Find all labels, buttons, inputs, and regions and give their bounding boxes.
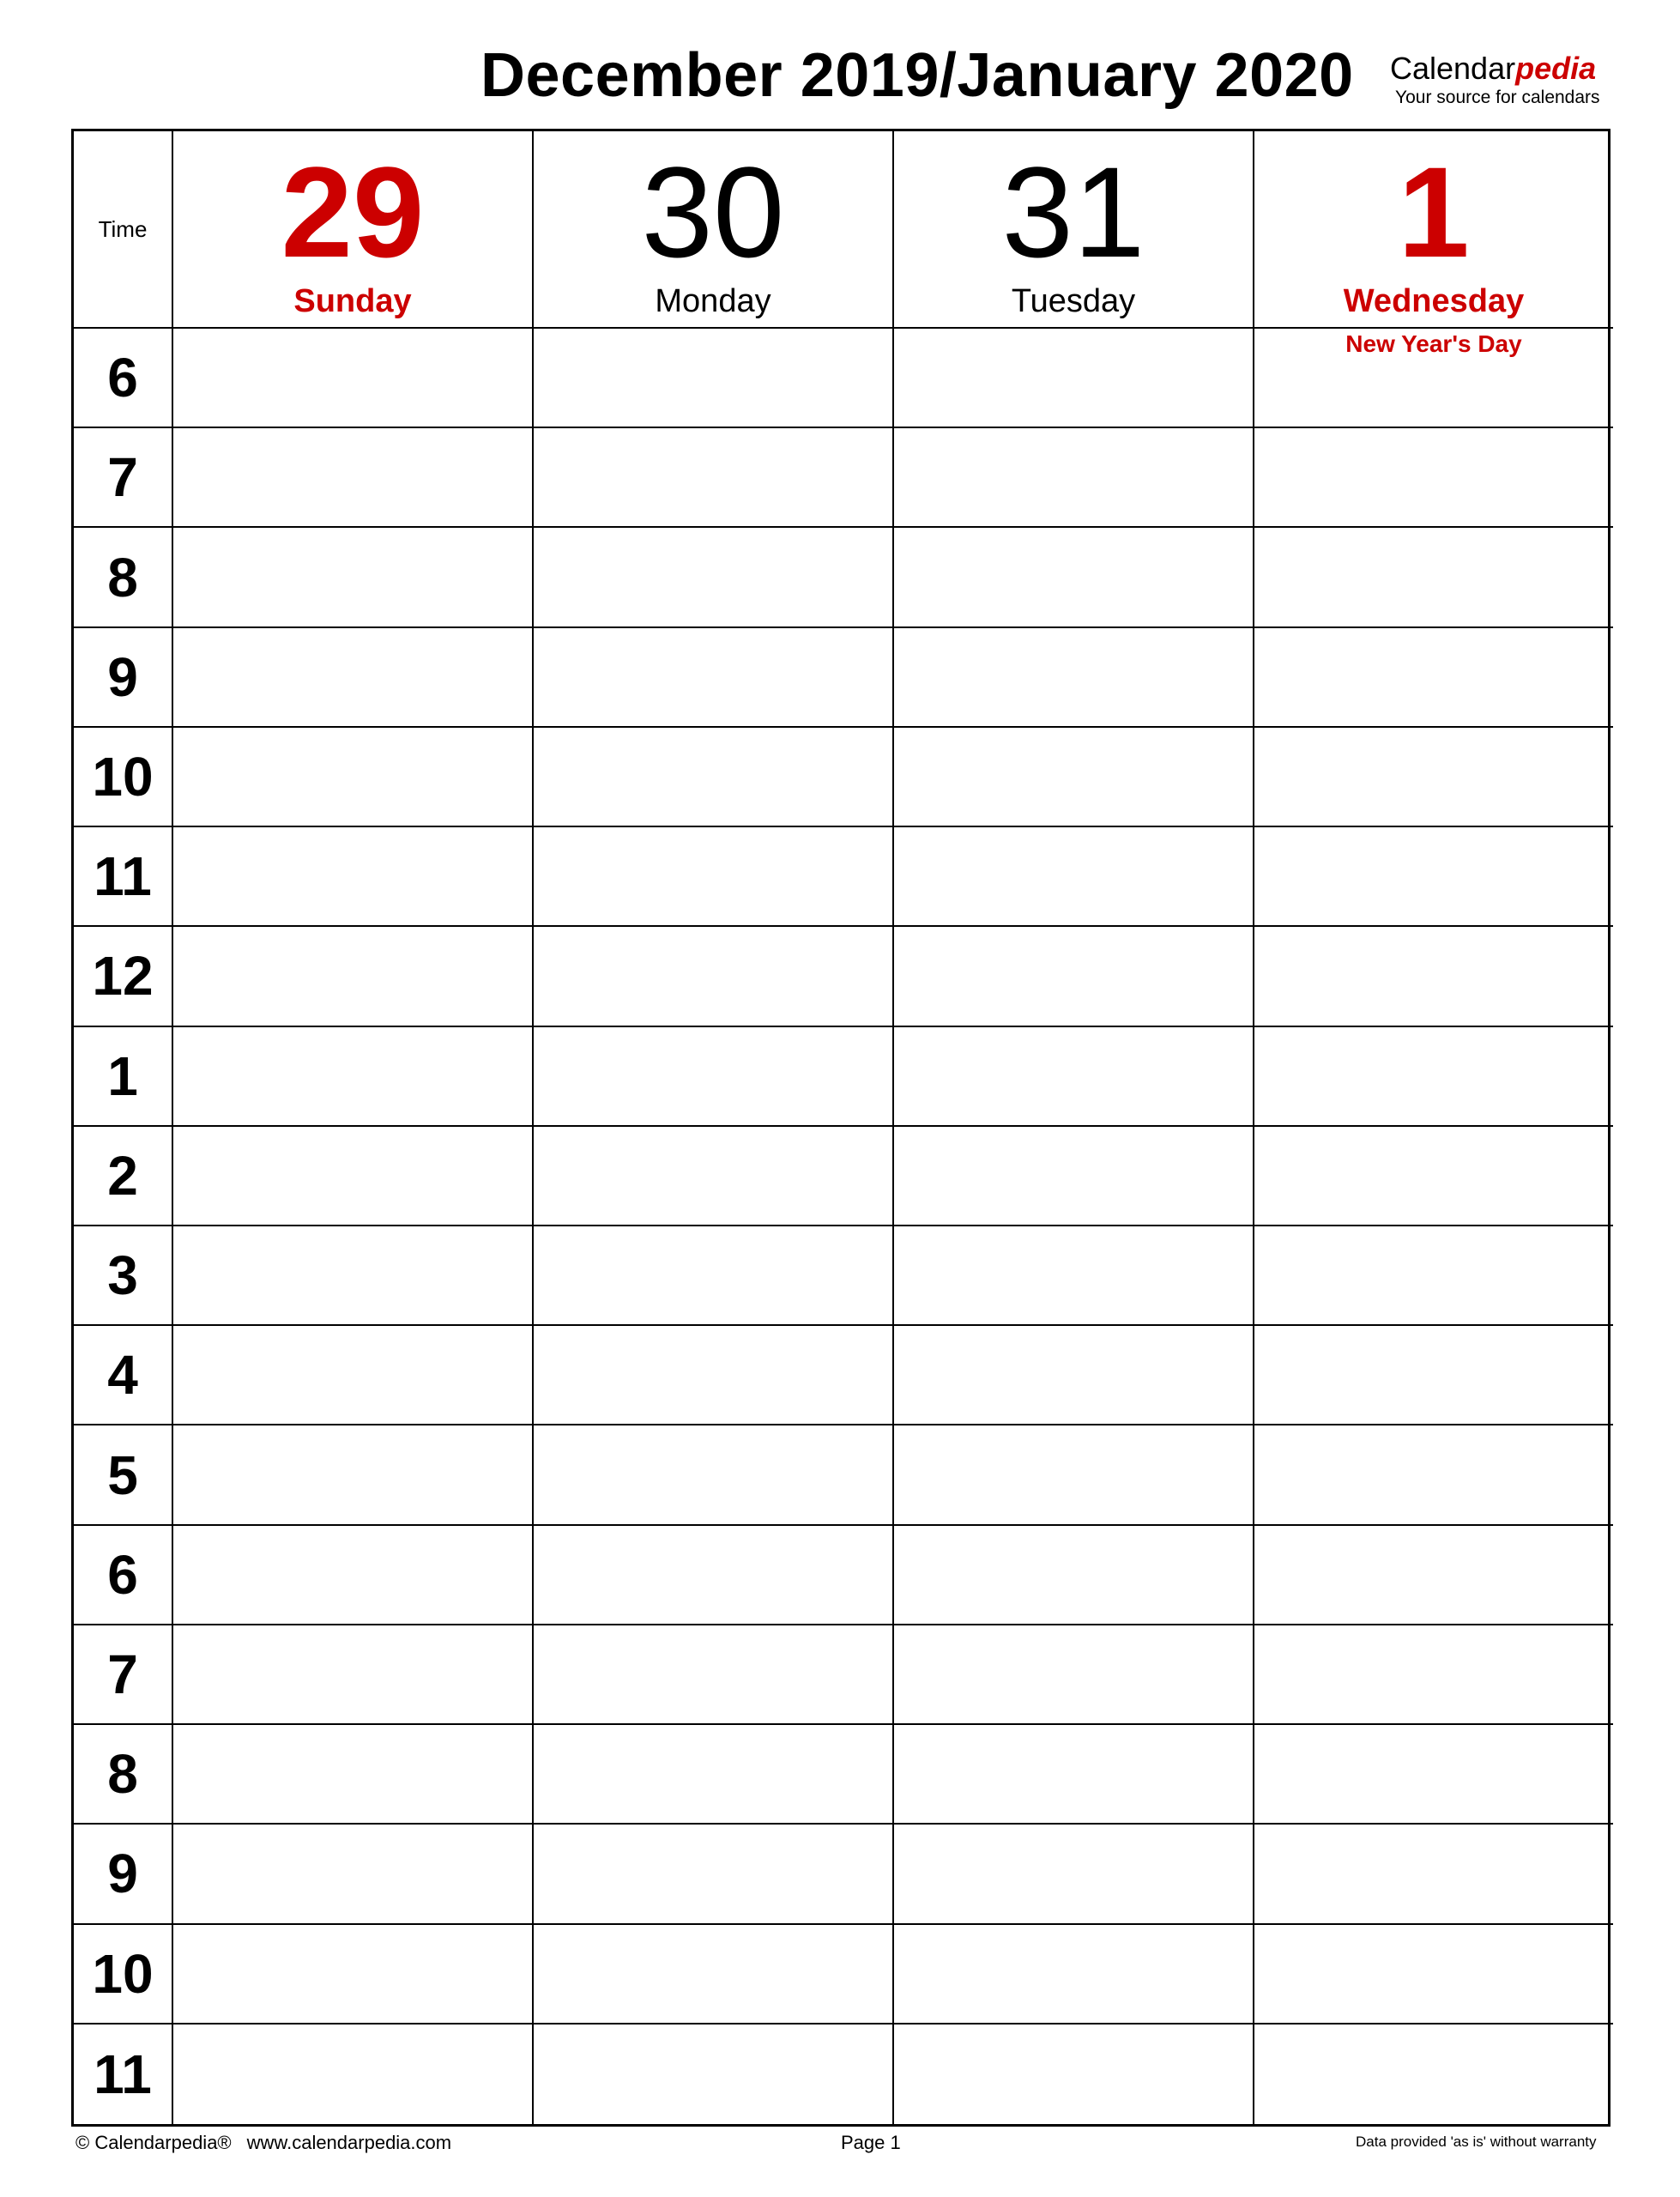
time-slot	[534, 1625, 894, 1725]
day-number: 1	[1398, 140, 1470, 284]
brand-name-accent: pedia	[1515, 51, 1597, 86]
time-slot	[894, 1127, 1254, 1226]
time-slot	[1254, 1725, 1613, 1825]
brand-name-plain: Calendar	[1390, 51, 1516, 86]
hour-label: 3	[74, 1226, 173, 1326]
time-slot	[1254, 827, 1613, 927]
time-slot	[1254, 329, 1613, 428]
time-slot	[534, 1825, 894, 1924]
time-slot	[894, 1226, 1254, 1326]
brand-logo	[1390, 50, 1622, 108]
time-slot	[1254, 728, 1613, 827]
time-slot	[173, 428, 534, 528]
time-slot	[1254, 1027, 1613, 1127]
time-slot	[173, 1326, 534, 1425]
hour-label: 2	[74, 1127, 173, 1226]
time-slot	[173, 1625, 534, 1725]
time-slot	[894, 628, 1254, 728]
time-slot	[1254, 628, 1613, 728]
hour-label: 7	[74, 1625, 173, 1725]
time-slot	[173, 1027, 534, 1127]
day-header-tuesday	[894, 131, 1254, 329]
time-slot	[534, 2025, 894, 2124]
hour-label: 5	[74, 1425, 173, 1525]
calendar-grid	[71, 129, 1611, 2127]
time-slot	[1254, 1526, 1613, 1625]
day-name: Monday	[655, 283, 771, 319]
day-header-wednesday	[1254, 131, 1613, 329]
day-header-sunday	[173, 131, 534, 329]
time-slot	[173, 728, 534, 827]
time-slot	[534, 827, 894, 927]
time-slot	[534, 1526, 894, 1625]
time-slot	[173, 528, 534, 627]
time-slot	[1254, 1625, 1613, 1725]
time-slot	[894, 2025, 1254, 2124]
hour-label: 11	[74, 2025, 173, 2124]
footer-website: www.calendarpedia.com	[246, 2132, 452, 2153]
hour-label: 6	[74, 1526, 173, 1625]
time-slot	[894, 1625, 1254, 1725]
footer-left	[76, 2132, 451, 2154]
time-column-header: Time	[74, 131, 173, 329]
hour-label: 9	[74, 1825, 173, 1924]
time-slot	[894, 1725, 1254, 1825]
hour-label: 10	[74, 1925, 173, 2025]
time-slot	[534, 1127, 894, 1226]
time-slot	[894, 1027, 1254, 1127]
day-name: Sunday	[293, 283, 412, 319]
time-slot	[534, 428, 894, 528]
time-slot	[1254, 1326, 1613, 1425]
time-slot	[894, 1825, 1254, 1924]
time-slot	[173, 1725, 534, 1825]
page-title: December 2019/January 2020	[480, 41, 1354, 110]
day-name: Wednesday	[1343, 283, 1525, 319]
time-slot	[534, 1425, 894, 1525]
time-slot	[1254, 927, 1613, 1026]
time-slot	[534, 528, 894, 627]
time-slot	[1254, 1425, 1613, 1525]
time-slot	[894, 1526, 1254, 1625]
brand-name	[1390, 50, 1622, 88]
time-slot	[1254, 1226, 1613, 1326]
day-header-monday	[534, 131, 894, 329]
hour-label: 9	[74, 628, 173, 728]
time-slot	[894, 927, 1254, 1026]
time-slot	[173, 1127, 534, 1226]
hour-label: 4	[74, 1326, 173, 1425]
time-slot	[894, 1925, 1254, 2025]
time-slot	[534, 1925, 894, 2025]
time-slot	[1254, 428, 1613, 528]
time-slot	[534, 927, 894, 1026]
time-slot	[894, 428, 1254, 528]
hour-label: 10	[74, 728, 173, 827]
time-slot	[534, 329, 894, 428]
time-slot	[894, 329, 1254, 428]
time-slot	[173, 927, 534, 1026]
time-slot	[534, 1326, 894, 1425]
time-slot	[173, 628, 534, 728]
hour-label: 8	[74, 528, 173, 627]
time-slot	[1254, 1127, 1613, 1226]
time-slot	[173, 1226, 534, 1326]
time-slot	[173, 1425, 534, 1525]
time-slot	[173, 329, 534, 428]
time-slot	[173, 1526, 534, 1625]
day-number: 31	[1001, 140, 1145, 284]
time-slot	[894, 728, 1254, 827]
hour-label: 8	[74, 1725, 173, 1825]
time-slot	[1254, 1925, 1613, 2025]
brand-tagline: Your source for calendars	[1395, 88, 1600, 107]
time-slot	[1254, 1825, 1613, 1924]
time-slot	[173, 1925, 534, 2025]
hour-label: 12	[74, 927, 173, 1026]
day-name: Tuesday	[1011, 283, 1136, 319]
time-slot	[894, 1425, 1254, 1525]
time-slot	[894, 528, 1254, 627]
day-number: 30	[641, 140, 785, 284]
time-slot	[1254, 528, 1613, 627]
time-slot	[534, 1226, 894, 1326]
time-slot	[534, 628, 894, 728]
footer-disclaimer: Data provided 'as is' without warranty	[1356, 2133, 1597, 2150]
time-slot	[173, 2025, 534, 2124]
time-slot	[894, 827, 1254, 927]
day-number: 29	[281, 140, 425, 284]
time-slot	[534, 1725, 894, 1825]
time-slot	[1254, 2025, 1613, 2124]
footer-page-number: Page 1	[841, 2132, 901, 2153]
hour-label: 6	[74, 329, 173, 428]
time-slot	[534, 728, 894, 827]
time-slot	[173, 1825, 534, 1924]
time-slot	[534, 1027, 894, 1127]
holiday-label: New Year's Day	[1345, 330, 1522, 357]
hour-label: 1	[74, 1027, 173, 1127]
hour-label: 11	[74, 827, 173, 927]
time-slot	[894, 1326, 1254, 1425]
footer-copyright: © Calendarpedia®	[76, 2132, 232, 2153]
hour-label: 7	[74, 428, 173, 528]
time-slot	[173, 827, 534, 927]
